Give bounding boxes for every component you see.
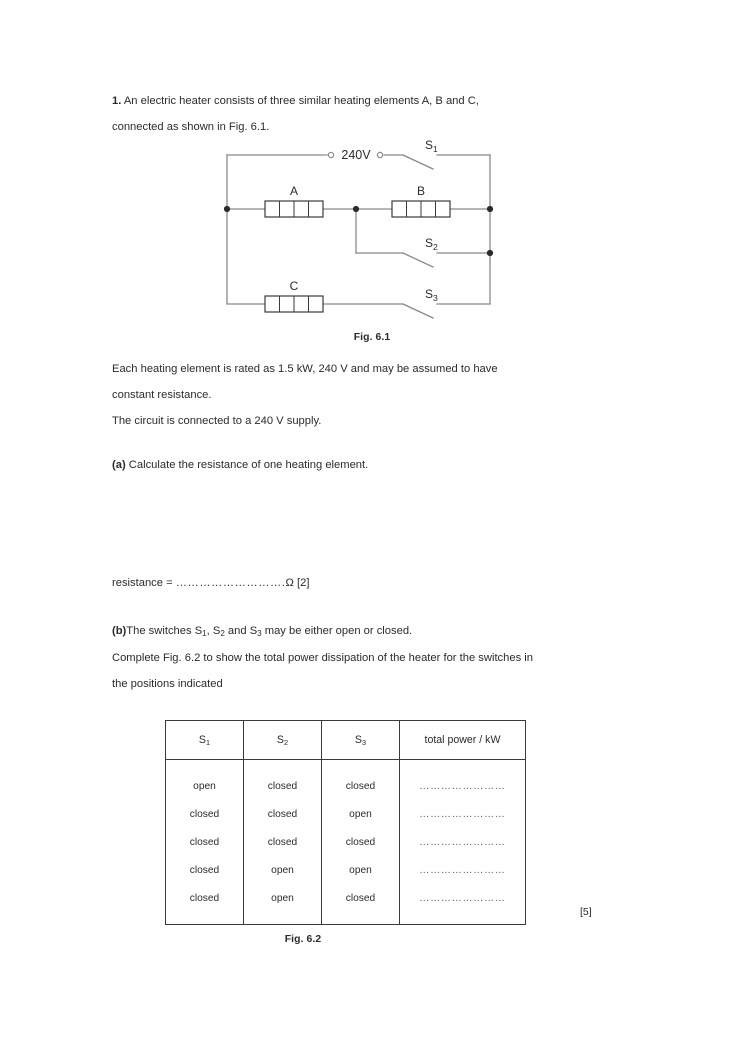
supply-voltage-label: 240V bbox=[341, 148, 371, 162]
switch-label-s1: $S_1$ bbox=[425, 138, 438, 155]
part-b-label: (b) bbox=[112, 625, 127, 637]
element-label-b: B bbox=[416, 184, 426, 198]
switch-label-s3: $S_3$ bbox=[425, 287, 438, 304]
cell-total-power[interactable]: …………………… bbox=[400, 760, 526, 801]
table-header-row bbox=[166, 721, 526, 760]
answer-dotted-line[interactable]: ………………………. bbox=[175, 577, 286, 589]
circuit-diagram-fig-6-1 bbox=[205, 138, 515, 338]
table-row bbox=[166, 856, 526, 884]
figure-2-caption: Fig. 6.2 bbox=[284, 934, 322, 945]
supply-terminal-right-icon bbox=[377, 152, 382, 157]
column-header-s3: $S_3$ bbox=[322, 721, 400, 760]
cell-s3: open bbox=[322, 856, 400, 884]
cell-s1: closed bbox=[166, 856, 244, 884]
figure-1-caption: Fig. 6.1 bbox=[353, 332, 391, 343]
element-label-a: A bbox=[289, 184, 299, 198]
part-b-line1-pre: The switches S bbox=[126, 625, 203, 637]
heating-element-c-symbol bbox=[265, 296, 323, 312]
answer-unit-label: Ω bbox=[285, 577, 294, 589]
switch-s3-blade bbox=[403, 304, 433, 318]
cell-s1: open bbox=[166, 760, 244, 801]
part-a-answer-line bbox=[112, 570, 309, 596]
cell-total-power[interactable]: …………………… bbox=[400, 828, 526, 856]
element-label-c: C bbox=[289, 279, 299, 293]
cell-s3: closed bbox=[322, 884, 400, 925]
part-b-marks: [5] bbox=[580, 906, 592, 918]
cell-s3: closed bbox=[322, 828, 400, 856]
table-row bbox=[166, 828, 526, 856]
cell-total-power[interactable]: …………………… bbox=[400, 856, 526, 884]
switch-s1-blade bbox=[403, 155, 433, 169]
junction-dot-middle bbox=[353, 206, 359, 212]
rating-paragraph bbox=[112, 356, 498, 434]
supply-terminal-left-icon bbox=[328, 152, 333, 157]
column-header-s1: $S_1$ bbox=[166, 721, 244, 760]
rating-line1: Each heating element is rated as 1.5 kW, 240 V and may be assumed to have bbox=[112, 363, 498, 375]
cell-s3: open bbox=[322, 800, 400, 828]
part-b-prompt bbox=[112, 618, 533, 697]
question-number: 1. bbox=[112, 95, 122, 107]
cell-s3: closed bbox=[322, 760, 400, 801]
part-b-s3-subscript: 3 bbox=[257, 629, 262, 639]
cell-s1: closed bbox=[166, 884, 244, 925]
column-header-total-power: total power / kW bbox=[400, 721, 526, 760]
switch-states-table bbox=[165, 720, 526, 925]
cell-total-power[interactable]: …………………… bbox=[400, 800, 526, 828]
rating-line3: The circuit is connected to a 240 V supply. bbox=[112, 415, 322, 427]
part-a-label: (a) bbox=[112, 459, 126, 471]
switch-s2-blade bbox=[403, 253, 433, 267]
cell-s2: closed bbox=[244, 828, 322, 856]
table-row bbox=[166, 884, 526, 925]
column-header-s2: $S_2$ bbox=[244, 721, 322, 760]
question-stem-line2: connected as shown in Fig. 6.1. bbox=[112, 121, 270, 133]
part-b-line1-post: may be either open or closed. bbox=[261, 625, 413, 637]
question-stem-line1: An electric heater consists of three similar heating elements A, B and C, bbox=[123, 95, 479, 107]
cell-s1: closed bbox=[166, 800, 244, 828]
part-a-marks: [2] bbox=[297, 577, 310, 589]
heating-element-b-symbol bbox=[392, 201, 450, 217]
part-a-text: Calculate the resistance of one heating element. bbox=[128, 459, 369, 471]
switch-label-s2: $S_2$ bbox=[425, 236, 438, 253]
part-b-s1-subscript: 1 bbox=[202, 629, 207, 639]
rating-line2: constant resistance. bbox=[112, 389, 212, 401]
question-stem bbox=[112, 88, 479, 140]
cell-s2: closed bbox=[244, 800, 322, 828]
part-b-line2: Complete Fig. 6.2 to show the total power dissipation of the heater for the switches in bbox=[112, 652, 534, 664]
table-row bbox=[166, 760, 526, 801]
junction-dot-left bbox=[224, 206, 230, 212]
cell-s2: closed bbox=[244, 760, 322, 801]
cell-s2: open bbox=[244, 884, 322, 925]
table-row bbox=[166, 800, 526, 828]
part-b-line1-mid2: and S bbox=[224, 625, 258, 637]
part-b-line3: the positions indicated bbox=[112, 678, 223, 690]
part-a-prompt bbox=[112, 452, 368, 478]
part-b-s2-subscript: 2 bbox=[220, 629, 225, 639]
heating-element-a-symbol bbox=[265, 201, 323, 217]
part-b-line1-mid1: , S bbox=[206, 625, 221, 637]
figure-2-table-wrap bbox=[165, 720, 526, 925]
cell-total-power[interactable]: …………………… bbox=[400, 884, 526, 925]
cell-s1: closed bbox=[166, 828, 244, 856]
answer-prompt-label: resistance = bbox=[112, 577, 176, 589]
junction-dot-right-lower bbox=[487, 250, 493, 256]
junction-dot-right-upper bbox=[487, 206, 493, 212]
cell-s2: open bbox=[244, 856, 322, 884]
